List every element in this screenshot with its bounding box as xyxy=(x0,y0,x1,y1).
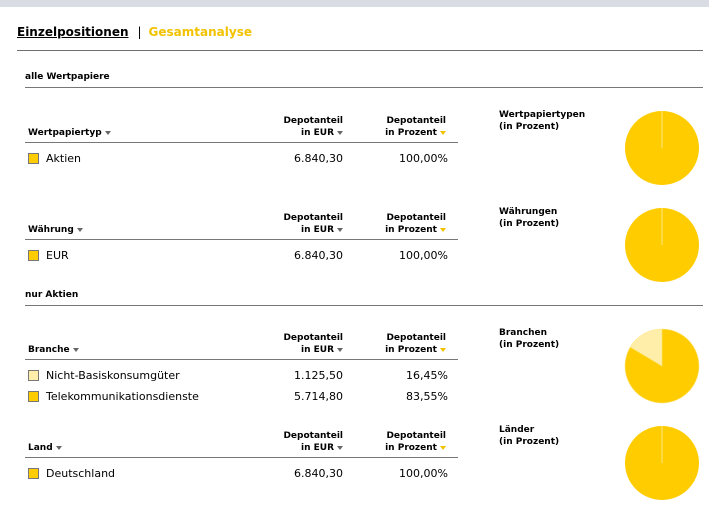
row-pct-value: 16,45% xyxy=(406,369,448,382)
table-header-divider xyxy=(25,457,458,458)
tab-gesamtanalyse[interactable]: Gesamtanalyse xyxy=(148,25,252,39)
row-pct-value: 100,00% xyxy=(399,152,448,165)
column-header-branche[interactable]: Branche xyxy=(28,344,79,356)
pie-chart-laender xyxy=(624,425,700,501)
legend-swatch xyxy=(28,468,39,479)
table-row xyxy=(25,465,458,483)
sort-down-icon xyxy=(105,131,111,135)
section-divider xyxy=(25,305,703,306)
sort-down-icon xyxy=(440,446,446,450)
legend-swatch xyxy=(28,370,39,381)
sort-down-icon xyxy=(73,348,79,352)
legend-swatch xyxy=(28,250,39,261)
column-header-land[interactable]: Land xyxy=(28,442,62,454)
sort-down-icon xyxy=(337,131,343,135)
content-panel xyxy=(0,7,709,521)
row-eur-value: 1.125,50 xyxy=(294,369,343,382)
tab-divider xyxy=(17,50,703,51)
row-pct-value: 83,55% xyxy=(406,390,448,403)
tab-bar xyxy=(17,25,252,39)
sort-down-icon xyxy=(337,446,343,450)
table-row xyxy=(25,150,458,168)
column-header-wertpapiertyp[interactable]: Wertpapiertyp xyxy=(28,127,111,139)
column-header-pct[interactable]: Depotanteil in Prozent xyxy=(385,116,446,138)
tab-einzelpositionen[interactable]: Einzelpositionen xyxy=(17,25,129,39)
column-header-waehrung[interactable]: Währung xyxy=(28,224,83,236)
tab-separator: | xyxy=(137,25,142,39)
column-header-eur[interactable]: Depotanteil in EUR xyxy=(283,333,343,355)
pie-chart-wertpapiertypen xyxy=(624,110,700,186)
row-pct-value: 100,00% xyxy=(399,249,448,262)
sort-down-icon xyxy=(440,348,446,352)
column-header-pct[interactable]: Depotanteil in Prozent xyxy=(385,431,446,453)
table-header-divider xyxy=(25,359,458,360)
chart-title-waehrungen: Währungen (in Prozent) xyxy=(499,207,560,229)
row-label: Deutschland xyxy=(46,467,116,480)
chart-title-branchen: Branchen (in Prozent) xyxy=(499,328,560,350)
column-header-pct[interactable]: Depotanteil in Prozent xyxy=(385,333,446,355)
column-header-eur[interactable]: Depotanteil in EUR xyxy=(283,213,343,235)
sort-down-icon xyxy=(440,228,446,232)
row-label: Aktien xyxy=(46,152,82,165)
row-eur-value: 5.714,80 xyxy=(294,390,343,403)
pie-chart-waehrungen xyxy=(624,207,700,283)
column-header-eur[interactable]: Depotanteil in EUR xyxy=(283,116,343,138)
table-row xyxy=(25,247,458,265)
table-header-divider xyxy=(25,142,458,143)
sort-down-icon xyxy=(77,228,83,232)
pie-chart-branchen xyxy=(624,328,700,404)
row-label: Nicht-Basiskonsumgüter xyxy=(46,369,180,382)
sort-down-icon xyxy=(56,446,62,450)
table-header-divider xyxy=(25,239,458,240)
sort-down-icon xyxy=(440,131,446,135)
legend-swatch xyxy=(28,153,39,164)
sort-down-icon xyxy=(337,348,343,352)
section-divider xyxy=(25,87,703,88)
row-label: Telekommunikationsdienste xyxy=(46,390,199,403)
table-row xyxy=(25,388,458,406)
column-header-pct[interactable]: Depotanteil in Prozent xyxy=(385,213,446,235)
row-eur-value: 6.840,30 xyxy=(294,152,343,165)
legend-swatch xyxy=(28,391,39,402)
row-eur-value: 6.840,30 xyxy=(294,467,343,480)
row-label: EUR xyxy=(46,249,69,262)
table-row xyxy=(25,367,458,385)
section-title-stocks: nur Aktien xyxy=(25,290,79,300)
section-title-all: alle Wertpapiere xyxy=(25,72,110,82)
column-header-eur[interactable]: Depotanteil in EUR xyxy=(283,431,343,453)
sort-down-icon xyxy=(337,228,343,232)
row-pct-value: 100,00% xyxy=(399,467,448,480)
chart-title-laender: Länder (in Prozent) xyxy=(499,425,560,447)
chart-title-wertpapiertypen: Wertpapiertypen (in Prozent) xyxy=(499,110,586,132)
row-eur-value: 6.840,30 xyxy=(294,249,343,262)
